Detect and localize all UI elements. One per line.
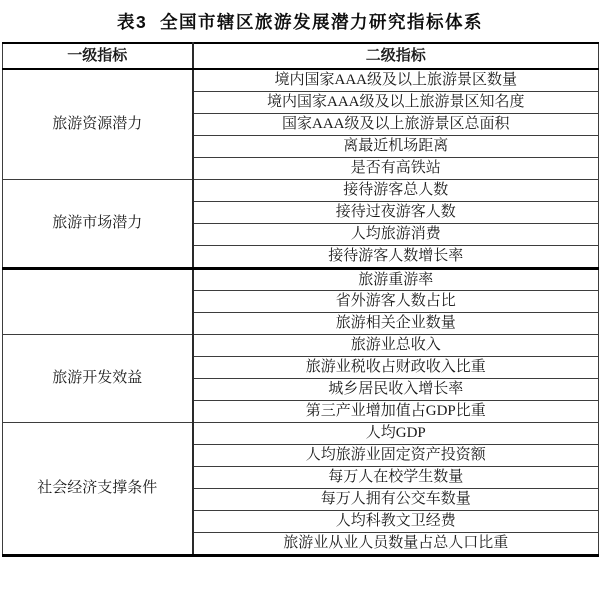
level1-indicator-cell <box>2 268 193 335</box>
level2-indicator-cell: 人均旅游业固定资产投资额 <box>193 445 598 467</box>
level2-indicator-cell: 国家AAA级及以上旅游景区总面积 <box>193 113 598 135</box>
level2-indicator-cell: 每万人在校学生数量 <box>193 467 598 489</box>
level2-indicator-cell: 城乡居民收入增长率 <box>193 379 598 401</box>
level2-indicator-cell: 接待游客人数增长率 <box>193 245 598 268</box>
level2-indicator-cell: 离最近机场距离 <box>193 135 598 157</box>
level2-indicator-cell: 境内国家AAA级及以上旅游景区数量 <box>193 69 598 91</box>
level1-indicator-cell: 社会经济支撑条件 <box>2 423 193 556</box>
level2-indicator-cell: 旅游重游率 <box>193 268 598 291</box>
table-title: 表3 全国市辖区旅游发展潜力研究指标体系 <box>117 12 483 32</box>
level2-indicator-cell: 人均GDP <box>193 423 598 445</box>
level2-indicator-cell: 每万人拥有公交车数量 <box>193 489 598 511</box>
header-row <box>2 43 598 69</box>
level2-indicator-cell: 旅游相关企业数量 <box>193 313 598 335</box>
table-row <box>2 335 598 357</box>
table-row <box>2 423 598 445</box>
level2-indicator-cell: 第三产业增加值占GDP比重 <box>193 401 598 423</box>
level2-indicator-cell: 接待游客总人数 <box>193 179 598 201</box>
level2-indicator-cell: 境内国家AAA级及以上旅游景区知名度 <box>193 91 598 113</box>
level2-indicator-cell: 接待过夜游客人数 <box>193 201 598 223</box>
level2-indicator-cell: 旅游业总收入 <box>193 335 598 357</box>
level2-indicator-cell: 省外游客人数占比 <box>193 291 598 313</box>
level2-indicator-cell: 人均科教文卫经费 <box>193 511 598 533</box>
level2-indicator-cell: 旅游业税收占财政收入比重 <box>193 357 598 379</box>
indicator-table-body <box>2 69 598 556</box>
table-row <box>2 179 598 201</box>
table-header <box>2 43 598 69</box>
level1-indicator-cell: 旅游市场潜力 <box>2 179 193 268</box>
level1-indicator-cell: 旅游开发效益 <box>2 335 193 423</box>
level2-indicator-cell: 旅游业从业人员数量占总人口比重 <box>193 533 598 556</box>
level2-indicator-cell: 人均旅游消费 <box>193 223 598 245</box>
table-row <box>2 268 598 291</box>
table-row <box>2 69 598 91</box>
header-level2: 二级指标 <box>193 43 598 69</box>
header-level1: 一级指标 <box>2 43 193 69</box>
level2-indicator-cell: 是否有高铁站 <box>193 157 598 179</box>
indicator-table <box>2 42 599 557</box>
level1-indicator-cell: 旅游资源潜力 <box>2 69 193 179</box>
